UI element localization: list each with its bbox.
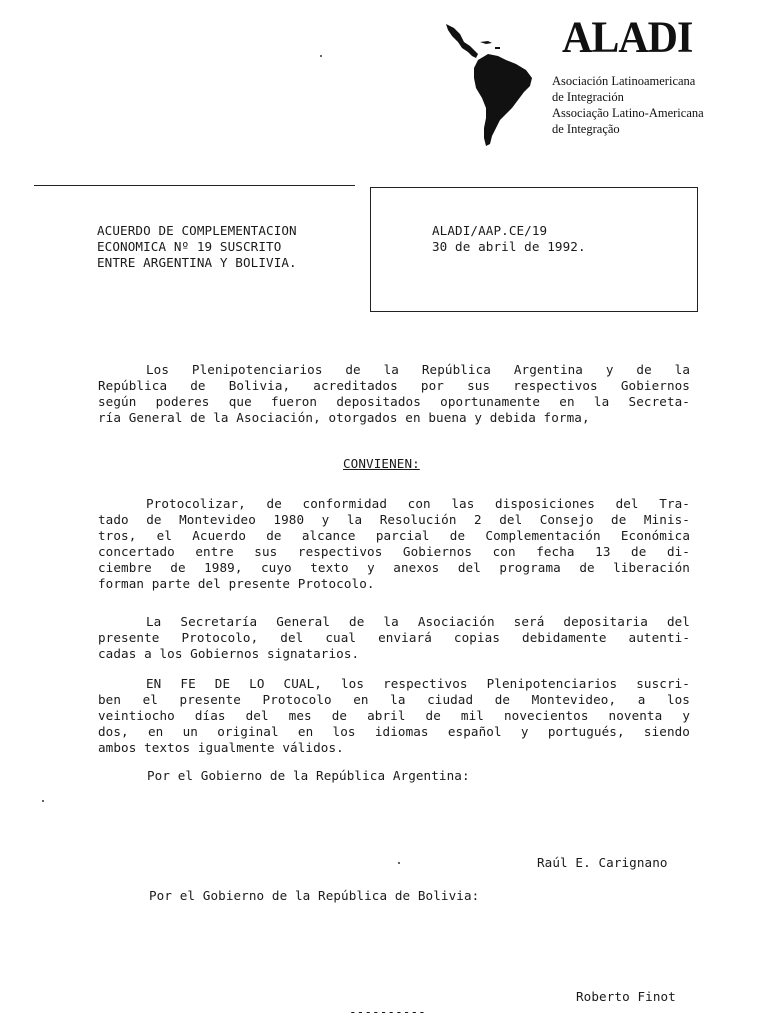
text-line: tros, el Acuerdo de alcance parcial de Complementación Económica <box>98 528 690 543</box>
text-line: ben el presente Protocolo en la ciudad de Montevideo, a los <box>98 692 690 707</box>
text-line: ciembre de 1989, cuyo texto y anexos del programa de liberación <box>98 560 690 575</box>
argentina-signature-label: Por el Gobierno de la República Argentina: <box>147 768 470 783</box>
org-name-es-2: de Integración <box>552 90 624 104</box>
scan-speck <box>320 55 322 57</box>
scan-speck <box>398 862 400 864</box>
preamble-paragraph <box>98 362 690 426</box>
agreement-paragraph <box>98 496 690 592</box>
aladi-logo: ALADI <box>562 13 693 63</box>
agreement-date: 30 de abril de 1992. <box>432 239 586 254</box>
scan-speck <box>42 800 44 802</box>
title-line: ECONOMICA Nº 19 SUSCRITO <box>97 239 282 254</box>
argentina-signer-name: Raúl E. Carignano <box>537 855 668 870</box>
text-line: La Secretaría General de la Asociación será depositaria del <box>146 614 690 629</box>
text-line: veintiocho días del mes de abril de mil novecientos noventa y <box>98 708 690 723</box>
bolivia-signer-name: Roberto Finot <box>576 989 676 1004</box>
org-name-pt-2: de Integração <box>552 122 620 136</box>
organization-names <box>552 73 704 137</box>
closing-dashes: ---------- <box>349 1004 426 1019</box>
text-line: dos, en un original en los idiomas español y portugués, siendo <box>98 724 690 739</box>
org-name-pt: Associação Latino-Americana <box>552 106 704 120</box>
text-line: EN FE DE LO CUAL, los respectivos Plenipotenciarios suscri- <box>146 676 690 691</box>
reference-code: ALADI/AAP.CE/19 <box>432 223 548 238</box>
text-line: cadas a los Gobiernos signatarios. <box>98 646 360 661</box>
latin-america-map-icon <box>440 20 552 150</box>
header-rule <box>34 185 355 186</box>
text-line: Los Plenipotenciarios de la República Argentina y de la <box>146 362 690 377</box>
title-line: ENTRE ARGENTINA Y BOLIVIA. <box>97 255 297 270</box>
text-line: concertado entre sus respectivos Gobiernos con fecha 13 de di- <box>98 544 690 559</box>
text-line: República de Bolivia, acreditados por sus respectivos Gobiernos <box>98 378 690 393</box>
text-line: forman parte del presente Protocolo. <box>98 576 375 591</box>
signing-paragraph <box>98 676 690 756</box>
text-line: Protocolizar, de conformidad con las disposiciones del Tra- <box>146 496 690 511</box>
org-name-es: Asociación Latinoamericana <box>552 74 696 88</box>
text-line: ambos textos igualmente válidos. <box>98 740 344 755</box>
text-line: ría General de la Asociación, otorgados en buena y debida forma, <box>98 410 590 425</box>
title-line: ACUERDO DE COMPLEMENTACION <box>97 223 297 238</box>
text-line: según poderes que fueron depositados oportunamente en la Secreta- <box>98 394 690 409</box>
bolivia-signature-label: Por el Gobierno de la República de Bolivia: <box>149 888 480 903</box>
reference-block <box>432 223 586 255</box>
depositary-paragraph <box>98 614 690 662</box>
convienen-heading: CONVIENEN: <box>343 456 420 471</box>
agreement-title <box>97 223 357 271</box>
text-line: presente Protocolo, del cual enviará copias debidamente autenti- <box>98 630 690 645</box>
text-line: tado de Montevideo 1980 y la Resolución 2 del Consejo de Minis- <box>98 512 690 527</box>
